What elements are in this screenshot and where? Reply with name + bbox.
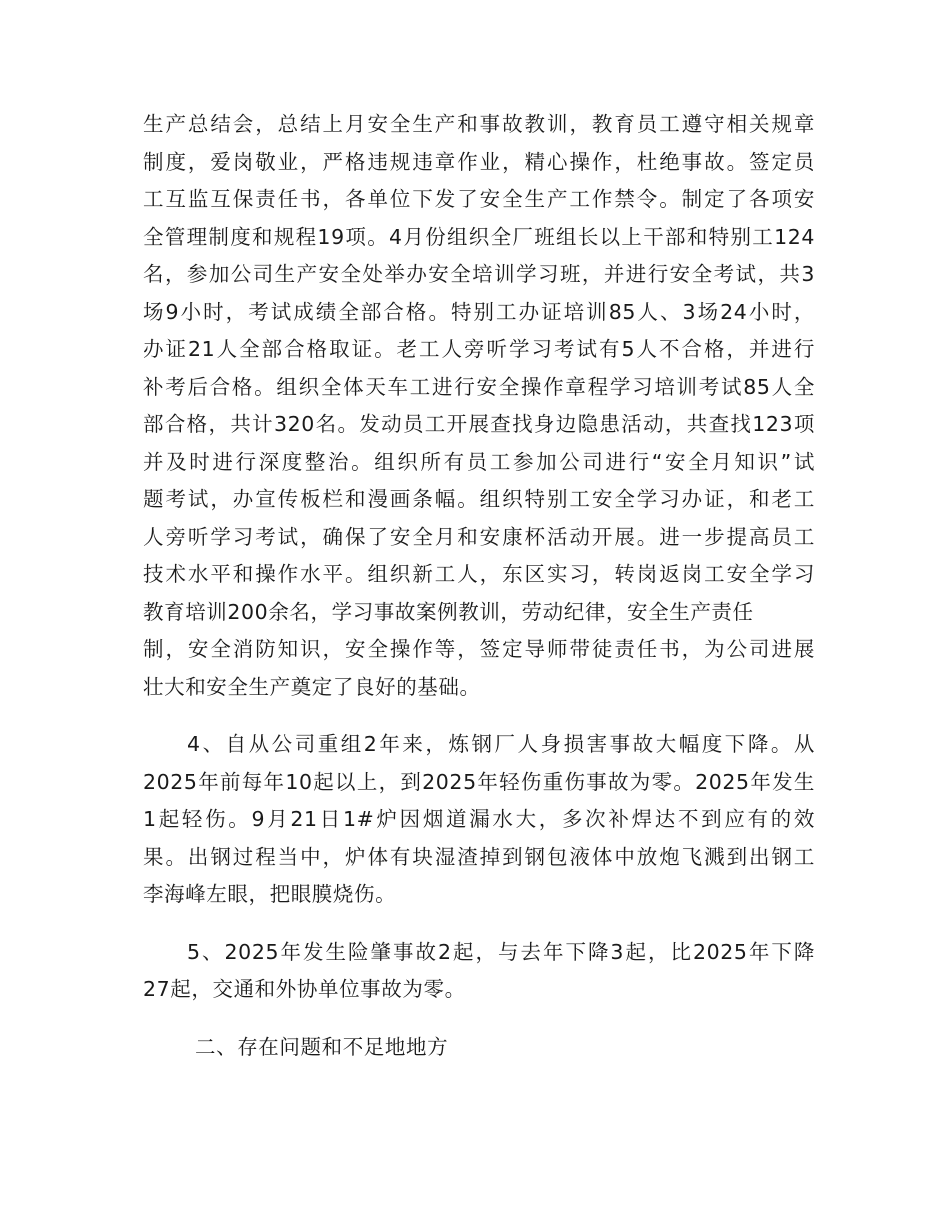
text-line: 名，参加公司生产安全处举办安全培训学习班，并进行安全考试，共3 bbox=[143, 262, 815, 286]
text-line: 制，安全消防知识，安全操作等，签定导师带徒责任书，为公司进展 bbox=[143, 637, 815, 661]
text-line: 果。出钢过程当中，炉体有块湿渣掉到钢包液体中放炮飞溅到出钢工 bbox=[143, 844, 815, 869]
paragraph-spacer bbox=[143, 706, 815, 726]
paragraph-spacer bbox=[143, 914, 815, 934]
text-line: 4、自从公司重组2年来，炼钢厂人身损害事故大幅度下降。从 bbox=[187, 732, 815, 756]
paragraph-injury-accidents bbox=[143, 726, 815, 914]
text-line: 场9小时，考试成绩全部合格。特别工办证培训85人、3场24小时， bbox=[143, 299, 815, 324]
text-line: 李海峰左眼，把眼膜烧伤。 bbox=[143, 882, 397, 906]
text-line: 题考试，办宣传板栏和漫画条幅。组织特别工安全学习办证，和老工 bbox=[143, 487, 815, 511]
text-line: 技术水平和操作水平。组织新工人，东区实习，转岗返岗工安全学习 bbox=[143, 562, 815, 586]
text-line: 补考后合格。组织全体天车工进行安全操作章程学习培训考试85人全 bbox=[143, 374, 815, 399]
paragraph-safety-training bbox=[143, 106, 815, 706]
text-line: 生产总结会，总结上月安全生产和事故教训，教育员工遵守相关规章 bbox=[143, 112, 815, 136]
text-line: 教育培训200余名，学习事故案例教训，劳动纪律，安全生产责任 bbox=[143, 599, 754, 624]
text-line: 工互监互保责任书，各单位下发了安全生产工作禁令。制定了各项安 bbox=[143, 187, 815, 211]
text-line: 部合格，共计320名。发动员工开展查找身边隐患活动，共查找123项 bbox=[143, 412, 815, 436]
section-heading: 二、存在问题和不足地地方 bbox=[195, 1034, 449, 1059]
text-line: 办证21人全部合格取证。老工人旁听学习考试有5人不合格，并进行 bbox=[143, 337, 815, 361]
paragraph-near-miss bbox=[143, 934, 815, 1009]
text-line: 全管理制度和规程19项。4月份组织全厂班组长以上干部和特别工124 bbox=[143, 224, 815, 249]
text-line: 并及时进行深度整治。组织所有员工参加公司进行“安全月知识”试 bbox=[143, 449, 815, 474]
paragraph-spacer bbox=[143, 1009, 815, 1029]
text-line: 5、2025年发生险肇事故2起，与去年下降3起，比2025年下降 bbox=[187, 939, 815, 964]
document-body bbox=[143, 106, 815, 1066]
text-line: 1起轻伤。9月21日1#炉因烟道漏水大，多次补焊达不到应有的效 bbox=[143, 807, 815, 831]
text-line: 制度，爱岗敬业，严格违规违章作业，精心操作，杜绝事故。签定员 bbox=[143, 149, 815, 174]
text-line: 2025年前每年10起以上，到2025年轻伤重伤事故为零。2025年发生 bbox=[143, 769, 815, 794]
text-line: 人旁听学习考试，确保了安全月和安康杯活动开展。进一步提高员工 bbox=[143, 524, 815, 549]
text-line: 壮大和安全生产奠定了良好的基础。 bbox=[143, 674, 481, 699]
text-line: 27起，交通和外协单位事故为零。 bbox=[143, 977, 466, 1001]
